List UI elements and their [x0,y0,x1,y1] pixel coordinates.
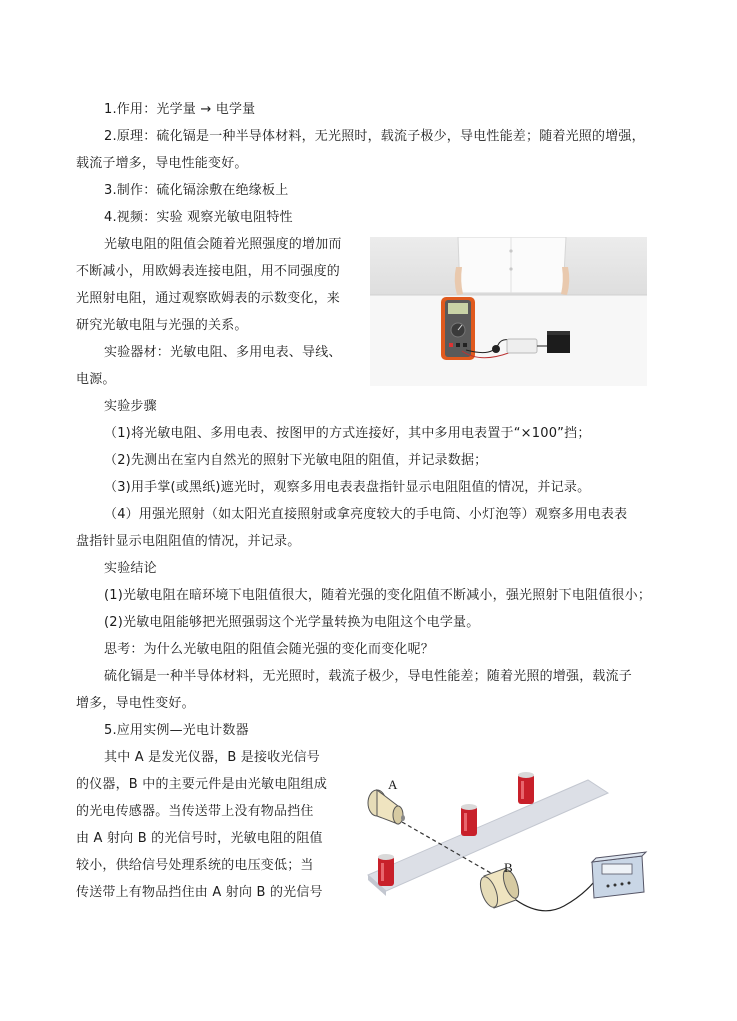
experiment-photo [370,237,647,386]
conclusion-1: (1)光敏电阻在暗环境下电阻值很大，随着光强的变化阻值不断减小，强光照射下电阻值很小； [104,588,652,603]
step-1: （1)将光敏电阻、多用电表、按图甲的方式连接好，其中多用电表置于“×100”挡； [104,426,591,441]
application-line: 的光电传感器。当传送带上没有物品挡住 [76,804,314,819]
step-4-continued: 盘指针显示电阻阻值的情况，并记录。 [76,534,301,549]
steps-heading: 实验步骤 [104,399,157,414]
conclusion-2: (2)光敏电阻能够把光照强弱这个光学量转换为电阻这个电学量。 [104,615,480,630]
materials-line: 电源。 [76,372,116,387]
application-line: 由 A 射向 B 的光信号时，光敏电阻的阻值 [76,831,323,846]
application-line: 的仪器，B 中的主要元件是由光敏电阻组成 [76,777,328,792]
video-paragraph-line: 光敏电阻的阻值会随着光照强度的增加而 [104,237,342,252]
conclusion-heading: 实验结论 [104,561,157,576]
thinking-answer-continued: 增多，导电性变好。 [76,696,195,711]
video-paragraph-line: 研究光敏电阻与光强的关系。 [76,318,248,333]
thinking-answer: 硫化镉是一种半导体材料，无光照时，载流子极少，导电性能差；随着光照的增强，载流子 [104,669,633,684]
section-3-making: 3.制作：硫化镉涂敷在绝缘板上 [104,183,289,198]
counter-display [592,852,646,898]
receiver-b [477,868,522,910]
application-line: 其中 A 是发光仪器，B 是接收光信号 [104,750,321,765]
step-3: （3)用手掌(或黑纸)遮光时，观察多用电表表盘指针显示电阻阻值的情况，并记录。 [104,480,591,495]
photoelectric-counter-diagram [356,758,656,918]
section-2-principle: 2.原理：硫化镉是一种半导体材料，无光照时，载流子极少，导电性能差；随着光照的增强， [104,129,645,144]
section-5-application: 5.应用实例—光电计数器 [104,723,249,738]
can-item [461,804,477,836]
label-b: B [504,860,513,875]
emitter-a [368,790,405,824]
application-line: 传送带上有物品挡住由 A 射向 B 的光信号 [76,885,323,900]
thinking-question: 思考：为什么光敏电阻的阻值会随光强的变化而变化呢？ [104,642,435,657]
video-paragraph-line: 光照射电阻，通过观察欧姆表的示数变化，来 [76,291,341,306]
can-item [518,772,534,804]
materials-line: 实验器材：光敏电阻、多用电表、导线、 [104,345,342,360]
principle-continued: 载流子增多，导电性能变好。 [76,156,248,171]
step-4: （4）用强光照射（如太阳光直接照射或拿亮度较大的手电筒、小灯泡等）观察多用电表表 [104,507,628,522]
can-item [378,854,394,886]
step-2: （2)先测出在室内自然光的照射下光敏电阻的阻值，并记录数据； [104,453,488,468]
section-1-function: 1.作用：光学量 → 电学量 [104,102,256,117]
section-4-video: 4.视频：实验 观察光敏电阻特性 [104,210,293,225]
video-paragraph-line: 不断减小，用欧姆表连接电阻，用不同强度的 [76,264,341,279]
application-line: 较小，供给信号处理系统的电压变低；当 [76,858,314,873]
label-a: A [388,777,398,792]
